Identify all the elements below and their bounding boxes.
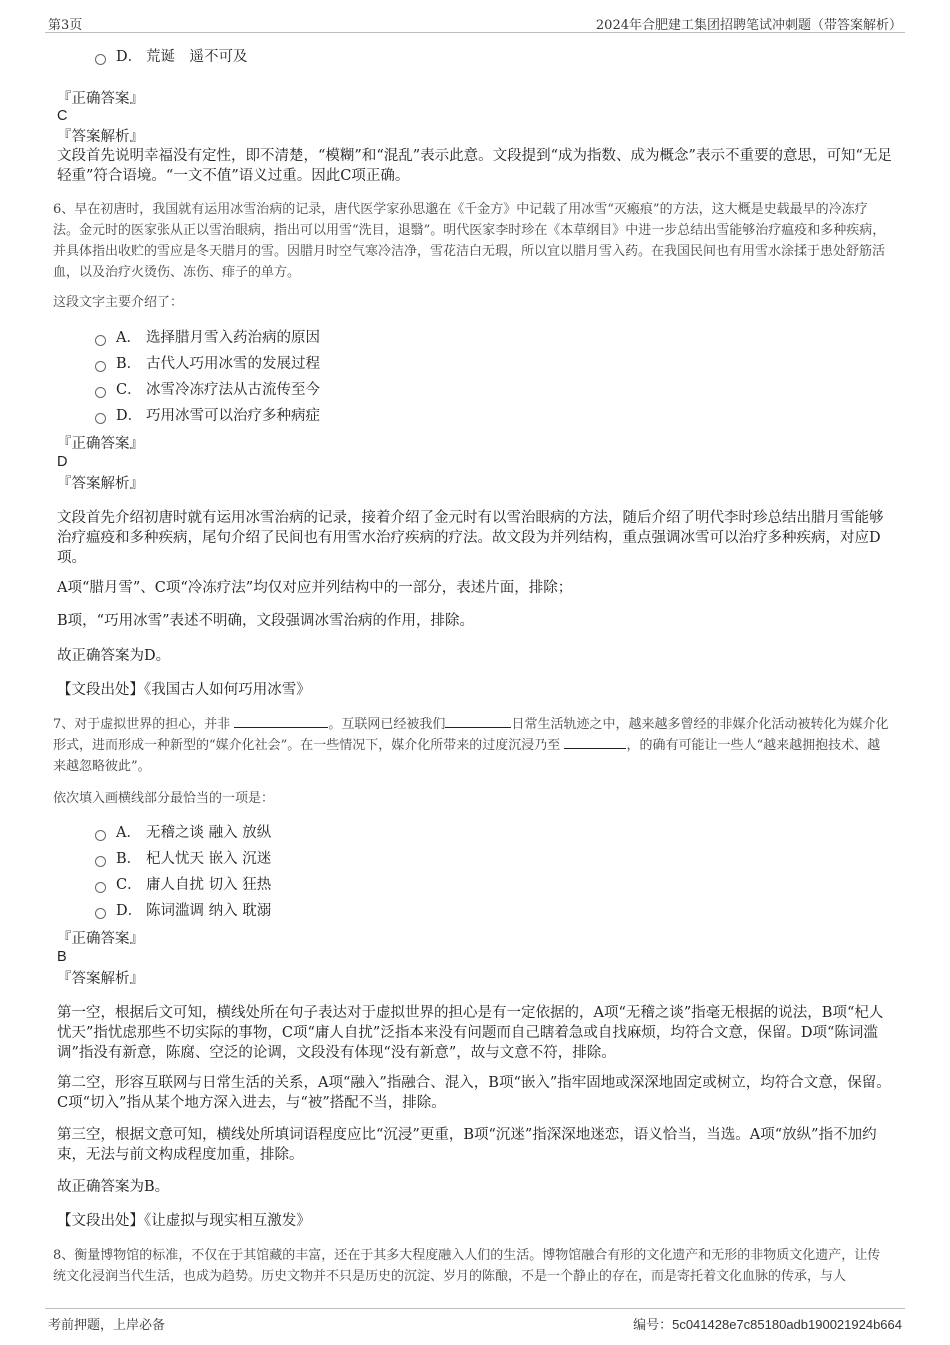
q6-option-b[interactable]: B． 古代人巧用冰雪的发展过程	[95, 354, 320, 374]
q6-analysis-p3: B项，“巧用冰雪”表述不明确，文段强调冰雪治病的作用，排除。	[57, 613, 474, 629]
footer-slogan: 考前押题，上岸必备	[48, 1318, 166, 1333]
q5-correct-label: 『正确答案』	[57, 91, 144, 107]
q7-correct-label: 『正确答案』	[57, 931, 144, 947]
q6-prompt: 这段文字主要介绍了：	[53, 295, 184, 310]
q7-option-d[interactable]: D． 陈词滥调 纳入 耽溺	[95, 901, 271, 921]
radio-icon[interactable]	[95, 361, 106, 372]
q7-stem: 7、对于虚拟世界的担心，并非 。互联网已经被我们 日常生活轨迹之中，越来越多曾经的非媒介化活动被转化为媒介化形式，进而形成一种新型的“媒介化社会”。在一些情况下，媒介化所带来的过度沉浸乃至 ，的确有可能让一些人“越来越拥抱技术、越来越忽略彼此”。	[53, 717, 889, 774]
q6-analysis-label: 『答案解析』	[57, 476, 144, 492]
q6-correct-label: 『正确答案』	[57, 436, 144, 452]
q7-option-a[interactable]: A． 无稽之谈 融入 放纵	[95, 823, 271, 843]
blank-2	[445, 715, 511, 728]
q5-analysis-label: 『答案解析』	[57, 129, 144, 145]
q7-option-b[interactable]: B． 杞人忧天 嵌入 沉迷	[95, 849, 271, 869]
q5-answer: C	[57, 108, 68, 124]
q6-analysis-p4: 故正确答案为D。	[57, 648, 171, 664]
page-number: 第3页	[48, 18, 83, 33]
radio-icon[interactable]	[95, 335, 106, 346]
q6-source: 【文段出处】《我国古人如何巧用冰雪》	[57, 682, 311, 698]
q6-analysis-p2: A项“腊月雪”、C项“冷冻疗法”均仅对应并列结构中的一部分，表述片面，排除；	[57, 580, 573, 596]
radio-icon[interactable]	[95, 908, 106, 919]
q8-stem: 8、衡量博物馆的标准，不仅在于其馆藏的丰富，还在于其多大程度融入人们的生活。博物馆融合有形的文化遗产和无形的非物质文化遗产，让传统文化浸润当代生活，也成为趋势。历史文物并不只是历史的沉淀、岁月的陈酿，不是一个静止的存在，而是寄托着文化血脉的传承，与人	[53, 1248, 881, 1284]
q7-prompt: 依次填入画横线部分最恰当的一项是：	[53, 791, 275, 806]
q6-analysis-p1: 文段首先介绍初唐时就有运用冰雪治病的记录，接着介绍了金元时有以雪治眼病的方法，随后介绍了明代李时珍总结出腊月雪能够治疗瘟疫和多种疾病，尾句介绍了民间也有用雪水治疗疾病的疗法。故文段为并列结构，重点强调冰雪可以治疗多种疾病，对应D项。	[57, 510, 884, 566]
q7-analysis-p2: 第二空，形容互联网与日常生活的关系，A项“融入”指融合、混入，B项“嵌入”指牢固地或深深地固定或树立，均符合文意，保留。C项“切入”指从某个地方深入进去，与“被”搭配不当，排除。	[57, 1075, 891, 1111]
q6-option-d[interactable]: D． 巧用冰雪可以治疗多种病症	[95, 406, 320, 426]
q7-option-c[interactable]: C． 庸人自扰 切入 狂热	[95, 875, 271, 895]
q7-source: 【文段出处】《让虚拟与现实相互激发》	[57, 1213, 311, 1229]
blank-1	[234, 715, 328, 728]
radio-icon[interactable]	[95, 830, 106, 841]
radio-icon[interactable]	[95, 856, 106, 867]
q7-analysis-p4: 故正确答案为B。	[57, 1179, 170, 1195]
radio-icon[interactable]	[95, 882, 106, 893]
q7-answer: B	[57, 949, 67, 965]
radio-icon[interactable]	[95, 387, 106, 398]
radio-icon[interactable]	[95, 54, 106, 65]
page-footer	[45, 1308, 905, 1333]
q6-stem: 6、早在初唐时，我国就有运用冰雪治病的记录，唐代医学家孙思邈在《千金方》中记载了用冰雪“灭瘢痕”的方法，这大概是史载最早的冷冻疗法。金元时的医家张从正以雪治眼病，指出可以用雪“洗目，退翳”。明代医家李时珍在《本草纲目》中进一步总结出雪能够治疗瘟疫和多种疾病，并具体指出收贮的雪应是冬天腊月的雪。因腊月时空气寒冷洁净，雪花洁白无瑕，所以宜以腊月雪入药。在我国民间也有用雪水涂揉于患处舒筋活血，以及治疗火烫伤、冻伤、痱子的单方。	[53, 202, 886, 280]
radio-icon[interactable]	[95, 413, 106, 424]
q7-analysis-p3: 第三空，根据文意可知，横线处所填词语程度应比“沉浸”更重，B项“沉迷”指深深地迷恋，语义恰当，当选。A项“放纵”指不加约束，无法与前文构成程度加重，排除。	[57, 1127, 877, 1163]
q6-option-c[interactable]: C． 冰雪冷冻疗法从古流传至今	[95, 380, 320, 400]
q7-analysis-p1: 第一空，根据后文可知，横线处所在句子表达对于虚拟世界的担心是有一定依据的，A项“无稽之谈”指毫无根据的说法，B项“杞人忧天”指忧虑那些不切实际的事物，C项“庸人自扰”泛指本来没有问题而自己瞎着急或自找麻烦，均符合文意，保留。D项“陈词滥调”指没有新意，陈腐、空泛的论调，文段没有体现“没有新意”，故与文意不符，排除。	[57, 1005, 884, 1061]
page-header	[45, 10, 905, 33]
q5-option-d[interactable]: D． 荒诞 遥不可及	[95, 47, 248, 67]
document-title: 2024年合肥建工集团招聘笔试冲刺题（带答案解析）	[595, 18, 902, 33]
document-code: 编号：5c041428e7c85180adb190021924b664	[633, 1317, 902, 1333]
blank-3	[564, 736, 626, 749]
q6-option-a[interactable]: A． 选择腊月雪入药治病的原因	[95, 328, 320, 348]
q7-analysis-label: 『答案解析』	[57, 971, 144, 987]
q5-analysis-text: 文段首先说明幸福没有定性，即不清楚，“模糊”和“混乱”表示此意。文段提到“成为指数、成为概念”表示不重要的意思，可知“无足轻重”符合语境。“一文不值”语义过重。因此C项正确。	[57, 148, 892, 184]
q6-answer: D	[57, 454, 68, 470]
